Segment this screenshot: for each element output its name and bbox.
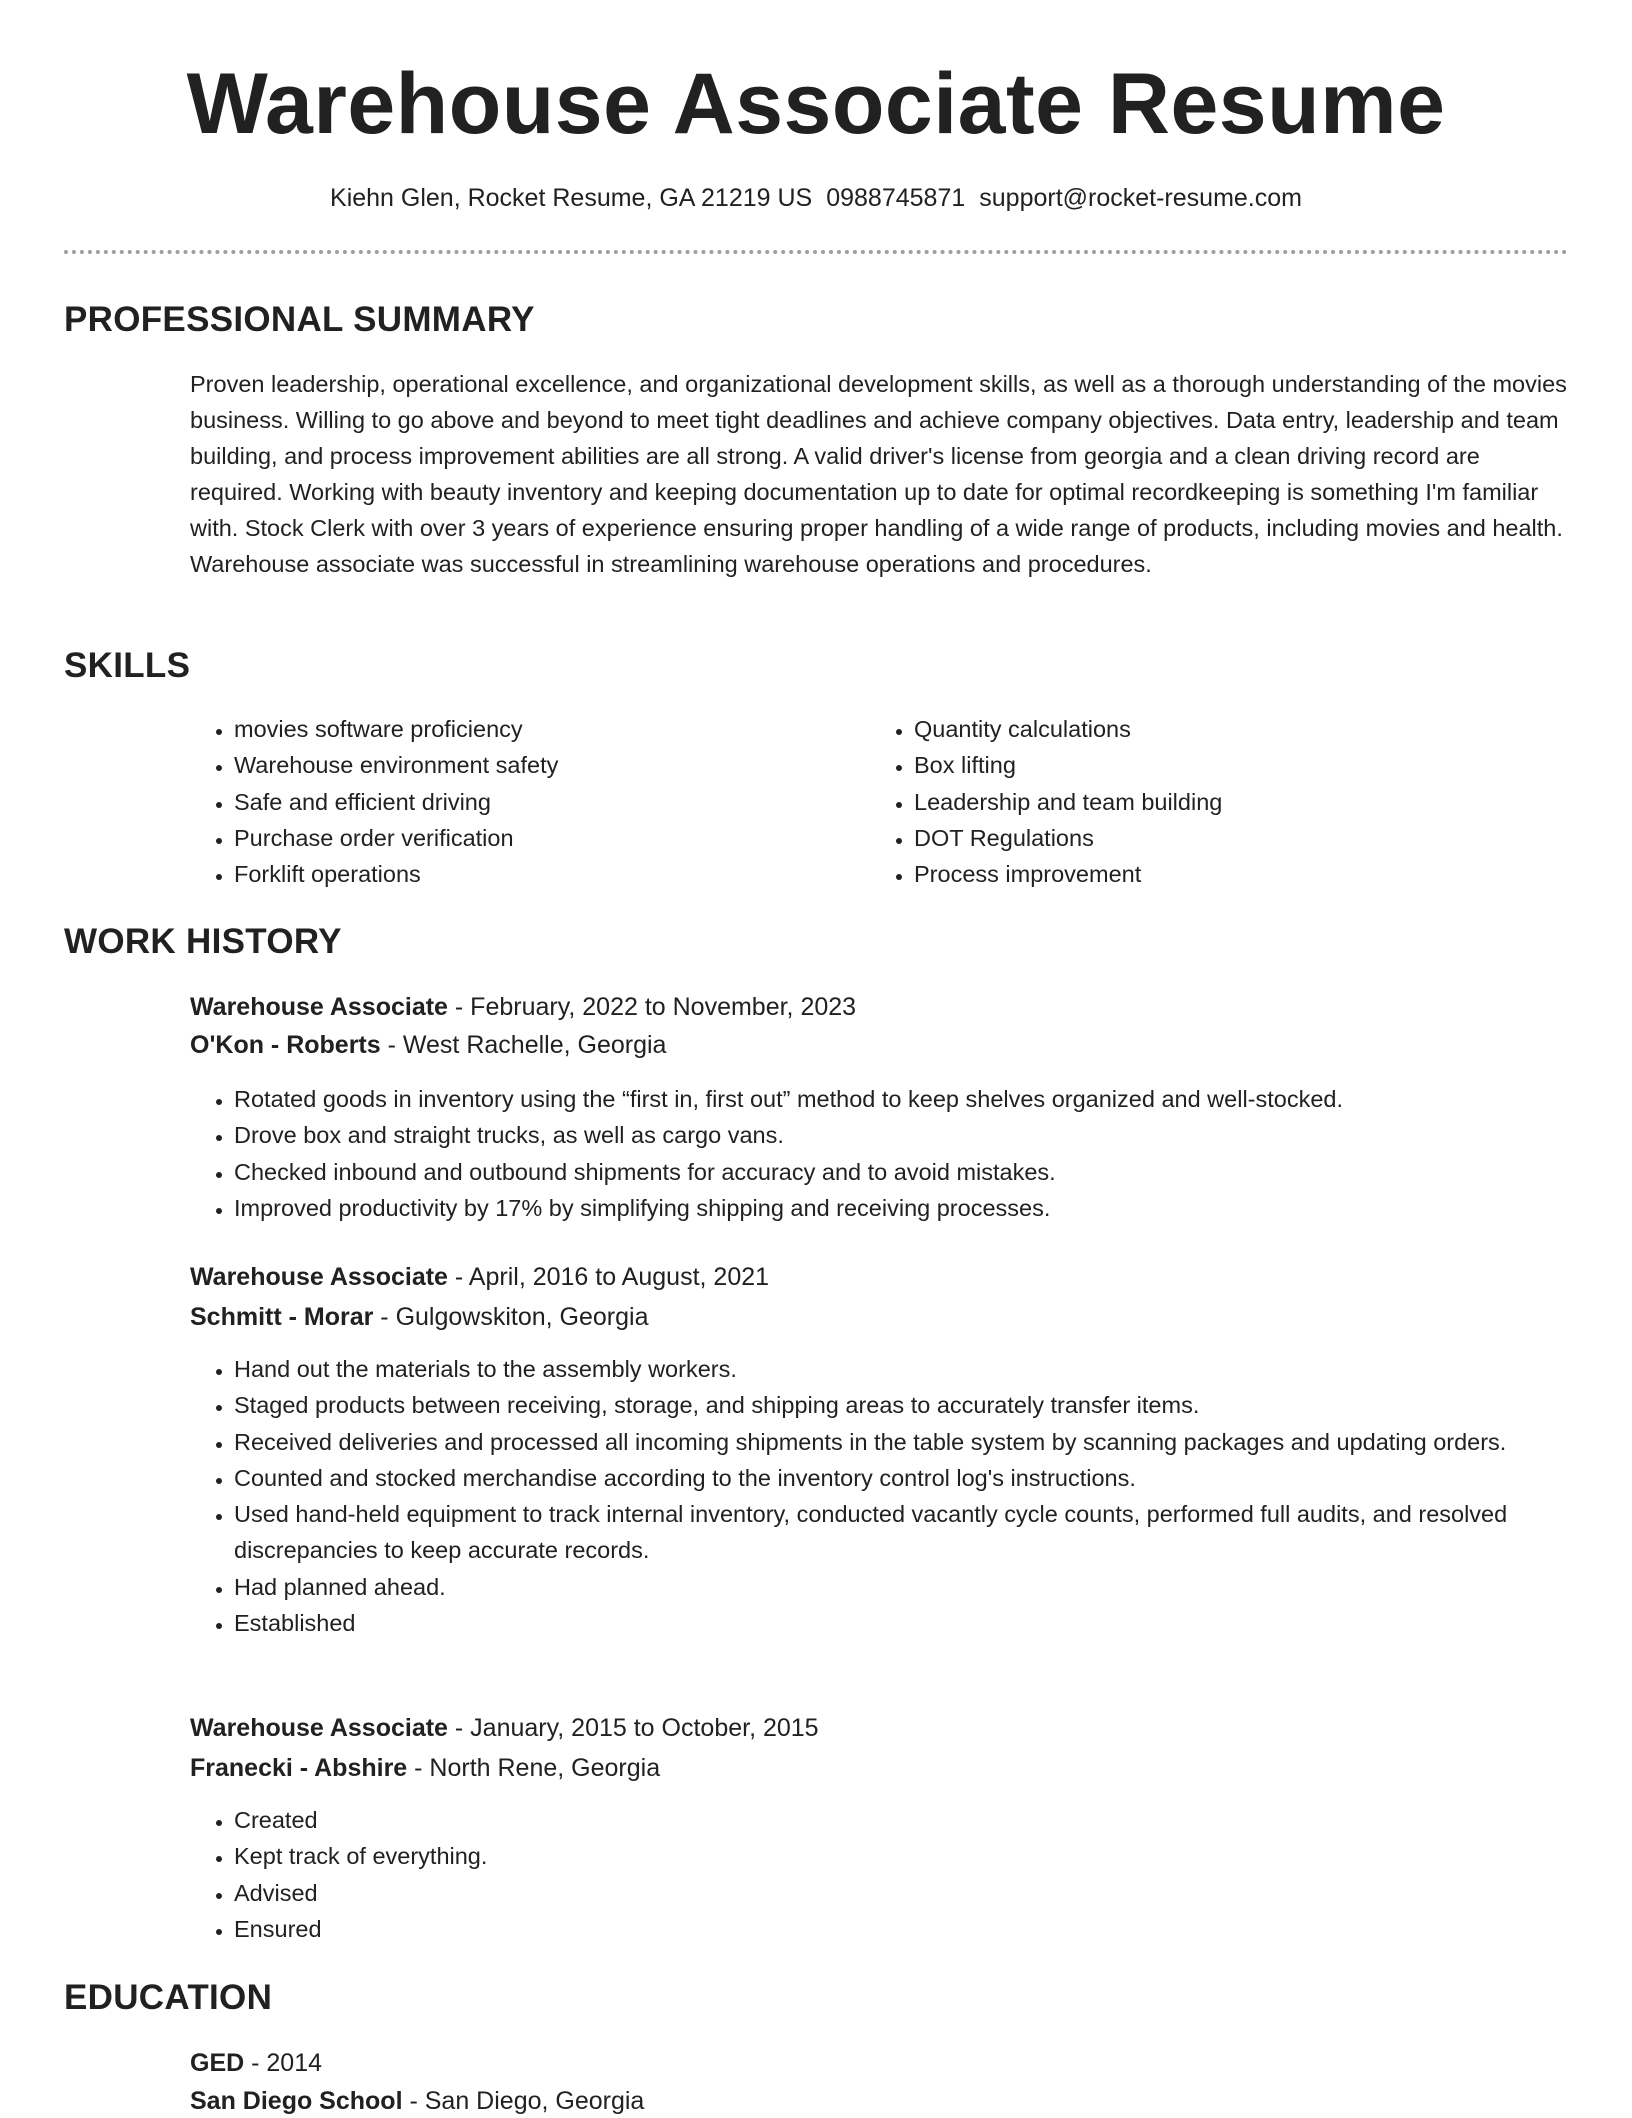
skill-item: • Process improvement bbox=[914, 856, 1510, 892]
list-item: • Advised bbox=[234, 1875, 1568, 1911]
skill-item: • Purchase order verification bbox=[234, 820, 830, 856]
education-heading: EDUCATION bbox=[64, 1978, 273, 2017]
education-degree: GED bbox=[190, 2049, 245, 2077]
job-title-line bbox=[190, 1260, 769, 1294]
skill-item: • Warehouse environment safety bbox=[234, 747, 830, 783]
contact-address: Kiehn Glen, Rocket Resume, GA 21219 US bbox=[330, 184, 813, 212]
list-item: • Rotated goods in inventory using the “first in, first out” method to keep shelves organized and well-stocked. bbox=[234, 1081, 1568, 1117]
list-item: • Created bbox=[234, 1802, 1568, 1838]
work-history-heading: WORK HISTORY bbox=[64, 922, 342, 961]
job-location: - Gulgowskiton, Georgia bbox=[373, 1303, 649, 1331]
header-divider bbox=[64, 250, 1568, 254]
job-title-line bbox=[190, 1711, 819, 1745]
job-company-line bbox=[190, 1751, 660, 1785]
skill-item: • Quantity calculations bbox=[914, 711, 1510, 747]
job-title-line bbox=[190, 990, 856, 1024]
job-company: Franecki - Abshire bbox=[190, 1754, 408, 1782]
list-item: • Established bbox=[234, 1605, 1568, 1641]
skill-item: • Safe and efficient driving bbox=[234, 784, 830, 820]
list-item: • Counted and stocked merchandise according to the inventory control log's instructions. bbox=[234, 1460, 1568, 1496]
skills-list-right bbox=[870, 711, 1510, 892]
job-bullets bbox=[190, 1351, 1568, 1641]
education-degree-line bbox=[190, 2046, 322, 2080]
job-company: O'Kon - Roberts bbox=[190, 1031, 381, 1059]
job-dates: - February, 2022 to November, 2023 bbox=[447, 993, 857, 1021]
contact-email: support@rocket-resume.com bbox=[979, 184, 1302, 212]
skill-item: • Forklift operations bbox=[234, 856, 830, 892]
education-location: - San Diego, Georgia bbox=[402, 2087, 645, 2115]
list-item: • Kept track of everything. bbox=[234, 1838, 1568, 1874]
job-company-line bbox=[190, 1300, 648, 1334]
education-school: San Diego School bbox=[190, 2087, 403, 2115]
job-bullets bbox=[190, 1802, 1568, 1947]
education-year: - 2014 bbox=[244, 2049, 323, 2077]
list-item: • Used hand-held equipment to track internal inventory, conducted vacantly cycle counts, performed full audits, and resolved discrepancies to keep accurate records. bbox=[234, 1496, 1568, 1569]
job-company-line bbox=[190, 1028, 666, 1062]
skills-list-left bbox=[190, 711, 830, 892]
list-item: • Checked inbound and outbound shipments for accuracy and to avoid mistakes. bbox=[234, 1154, 1568, 1190]
resume-title: Warehouse Associate Resume bbox=[186, 56, 1446, 152]
list-item: • Improved productivity by 17% by simplifying shipping and receiving processes. bbox=[234, 1190, 1568, 1226]
job-location: - West Rachelle, Georgia bbox=[380, 1031, 667, 1059]
skill-item: • movies software proficiency bbox=[234, 711, 830, 747]
list-item: • Hand out the materials to the assembly workers. bbox=[234, 1351, 1568, 1387]
job-title: Warehouse Associate bbox=[190, 1263, 448, 1291]
contact-phone: 0988745871 bbox=[826, 184, 966, 212]
job-title: Warehouse Associate bbox=[190, 993, 448, 1021]
job-dates: - January, 2015 to October, 2015 bbox=[447, 1714, 819, 1742]
skill-item: • DOT Regulations bbox=[914, 820, 1510, 856]
summary-heading: PROFESSIONAL SUMMARY bbox=[64, 300, 535, 339]
list-item: • Drove box and straight trucks, as well as cargo vans. bbox=[234, 1117, 1568, 1153]
job-dates: - April, 2016 to August, 2021 bbox=[447, 1263, 770, 1291]
job-title: Warehouse Associate bbox=[190, 1714, 448, 1742]
education-school-line bbox=[190, 2084, 644, 2118]
list-item: • Had planned ahead. bbox=[234, 1569, 1568, 1605]
summary-text: Proven leadership, operational excellence, and organizational development skills, as well as a thorough understanding of the movies business. Willing to go above and beyond to meet tight deadlines and achieve company objectives. Data entry, leadership and team building, and process improvement abilities are all strong. A valid driver's license from georgia and a clean driving record are required. Working with beauty inventory and keeping documentation up to date for optimal recordkeeping is something I'm familiar with. Stock Clerk with over 3 years of experience ensuring proper handling of a wide range of products, including movies and health. Warehouse associate was successful in streamlining warehouse operations and procedures. bbox=[190, 371, 1567, 577]
job-company: Schmitt - Morar bbox=[190, 1303, 374, 1331]
skill-item: • Box lifting bbox=[914, 747, 1510, 783]
list-item: • Staged products between receiving, storage, and shipping areas to accurately transfer items. bbox=[234, 1387, 1568, 1423]
contact-line bbox=[0, 182, 1632, 214]
job-bullets bbox=[190, 1081, 1568, 1226]
skills-heading: SKILLS bbox=[64, 646, 191, 685]
job-location: - North Rene, Georgia bbox=[407, 1754, 661, 1782]
list-item: • Ensured bbox=[234, 1911, 1568, 1947]
skill-item: • Leadership and team building bbox=[914, 784, 1510, 820]
list-item: • Received deliveries and processed all incoming shipments in the table system by scanning packages and updating orders. bbox=[234, 1424, 1568, 1460]
